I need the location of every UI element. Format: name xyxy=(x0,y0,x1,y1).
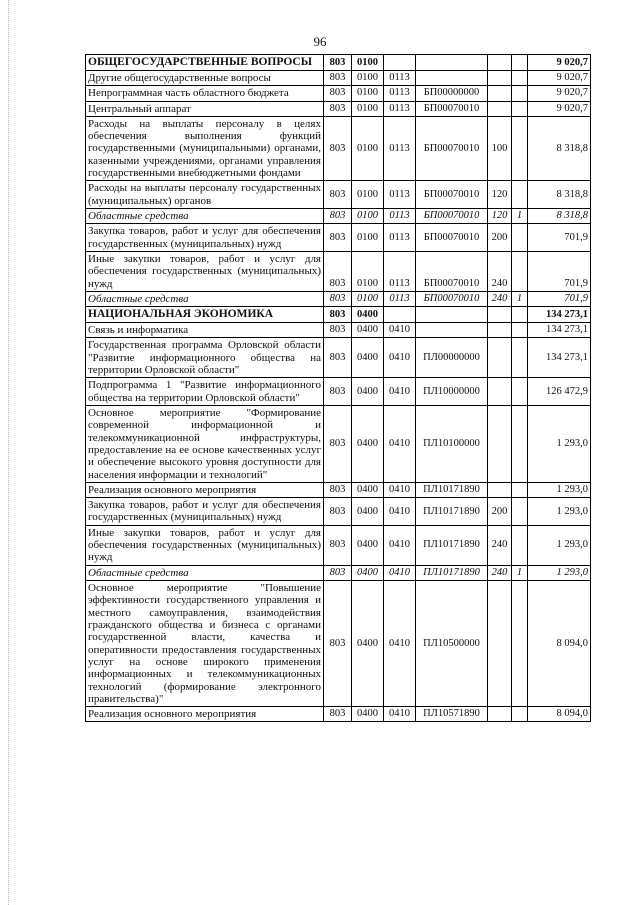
section-code-cell: 0400 xyxy=(352,525,384,565)
target-article-cell: БП00070010 xyxy=(416,209,488,224)
subsection-code-cell: 0410 xyxy=(384,707,416,722)
table-row xyxy=(86,86,591,101)
expense-type-cell xyxy=(488,55,512,71)
subsection-code-cell: 0410 xyxy=(384,581,416,707)
subsection-code-cell: 0113 xyxy=(384,86,416,101)
funding-source-cell xyxy=(512,101,528,116)
target-article-cell: ПЛ10100000 xyxy=(416,405,488,482)
row-name-cell: Реализация основного мероприятия xyxy=(86,707,324,722)
section-code-cell: 0400 xyxy=(352,482,384,497)
ved-code-cell: 803 xyxy=(324,70,352,85)
table-row xyxy=(86,338,591,378)
subsection-code-cell: 0113 xyxy=(384,251,416,291)
table-row xyxy=(86,482,591,497)
section-code-cell: 0100 xyxy=(352,224,384,252)
subsection-code-cell: 0410 xyxy=(384,338,416,378)
left-margin-line xyxy=(8,0,9,905)
amount-cell: 1 293,0 xyxy=(528,482,591,497)
table-row xyxy=(86,525,591,565)
ved-code-cell: 803 xyxy=(324,323,352,338)
row-name-cell: ОБЩЕГОСУДАРСТВЕННЫЕ ВОПРОСЫ xyxy=(86,55,324,71)
expense-type-cell xyxy=(488,101,512,116)
funding-source-cell xyxy=(512,86,528,101)
expense-type-cell: 100 xyxy=(488,116,512,181)
expense-type-cell: 240 xyxy=(488,525,512,565)
row-name-cell: Закупка товаров, работ и услуг для обеспечения государственных (муниципальных) нужд xyxy=(86,498,324,526)
section-code-cell: 0100 xyxy=(352,70,384,85)
row-name-cell: Основное мероприятие "Повышение эффективности государственного управления и местного самоуправления, взаимодействия гражданского общества и бизнеса с органами государственной власти, качества и оперативности предоставления государственных услуг на основе широкого применения информационных и телекоммуникационных технологий (формирование электронного правительства)" xyxy=(86,581,324,707)
expense-type-cell: 120 xyxy=(488,209,512,224)
subsection-code-cell: 0410 xyxy=(384,378,416,406)
amount-cell: 701,9 xyxy=(528,291,591,306)
subsection-code-cell: 0410 xyxy=(384,498,416,526)
amount-cell: 134 273,1 xyxy=(528,323,591,338)
amount-cell: 9 020,7 xyxy=(528,86,591,101)
amount-cell: 8 094,0 xyxy=(528,707,591,722)
ved-code-cell: 803 xyxy=(324,116,352,181)
expense-type-cell xyxy=(488,338,512,378)
ved-code-cell: 803 xyxy=(324,498,352,526)
row-name-cell: Иные закупки товаров, работ и услуг для обеспечения государственных (муниципальных) нужд xyxy=(86,251,324,291)
ved-code-cell: 803 xyxy=(324,482,352,497)
section-code-cell: 0100 xyxy=(352,101,384,116)
funding-source-cell xyxy=(512,181,528,209)
target-article-cell: БП00070010 xyxy=(416,101,488,116)
subsection-code-cell: 0113 xyxy=(384,116,416,181)
expense-type-cell: 240 xyxy=(488,291,512,306)
target-article-cell: ПЛ10171890 xyxy=(416,498,488,526)
funding-source-cell xyxy=(512,116,528,181)
expense-type-cell xyxy=(488,86,512,101)
row-name-cell: НАЦИОНАЛЬНАЯ ЭКОНОМИКА xyxy=(86,307,324,323)
ved-code-cell: 803 xyxy=(324,55,352,71)
funding-source-cell xyxy=(512,405,528,482)
table-row xyxy=(86,707,591,722)
table-row xyxy=(86,209,591,224)
ved-code-cell: 803 xyxy=(324,181,352,209)
funding-source-cell xyxy=(512,378,528,406)
target-article-cell xyxy=(416,70,488,85)
section-code-cell: 0400 xyxy=(352,378,384,406)
amount-cell: 701,9 xyxy=(528,224,591,252)
amount-cell: 1 293,0 xyxy=(528,498,591,526)
amount-cell: 1 293,0 xyxy=(528,405,591,482)
funding-source-cell xyxy=(512,482,528,497)
expense-type-cell: 120 xyxy=(488,181,512,209)
target-article-cell: ПЛ00000000 xyxy=(416,338,488,378)
subsection-code-cell: 0113 xyxy=(384,101,416,116)
table-row xyxy=(86,323,591,338)
target-article-cell: БП00070010 xyxy=(416,251,488,291)
expense-type-cell: 200 xyxy=(488,224,512,252)
row-name-cell: Другие общегосударственные вопросы xyxy=(86,70,324,85)
subsection-code-cell xyxy=(384,307,416,323)
expense-type-cell xyxy=(488,707,512,722)
target-article-cell: ПЛ10171890 xyxy=(416,565,488,580)
expense-type-cell xyxy=(488,581,512,707)
page-number: 96 xyxy=(313,34,327,49)
section-code-cell: 0100 xyxy=(352,86,384,101)
table-row xyxy=(86,251,591,291)
row-name-cell: Центральный аппарат xyxy=(86,101,324,116)
table-row xyxy=(86,565,591,580)
row-name-cell: Иные закупки товаров, работ и услуг для обеспечения государственных (муниципальных) нужд xyxy=(86,525,324,565)
target-article-cell xyxy=(416,55,488,71)
row-name-cell: Расходы на выплаты персоналу государственных (муниципальных) органов xyxy=(86,181,324,209)
table-row xyxy=(86,291,591,306)
amount-cell: 134 273,1 xyxy=(528,338,591,378)
section-code-cell: 0400 xyxy=(352,307,384,323)
subsection-code-cell: 0113 xyxy=(384,181,416,209)
funding-source-cell xyxy=(512,224,528,252)
section-code-cell: 0400 xyxy=(352,405,384,482)
table-row xyxy=(86,498,591,526)
section-code-cell: 0400 xyxy=(352,707,384,722)
ved-code-cell: 803 xyxy=(324,291,352,306)
section-code-cell: 0400 xyxy=(352,338,384,378)
funding-source-cell xyxy=(512,581,528,707)
row-name-cell: Расходы на выплаты персоналу в целях обеспечения выполнения функций государственными (муниципальными) органами, казенными учреждениями, органами управления государственными внебюджетными фондами xyxy=(86,116,324,181)
amount-cell: 9 020,7 xyxy=(528,70,591,85)
ved-code-cell: 803 xyxy=(324,378,352,406)
section-code-cell: 0400 xyxy=(352,581,384,707)
section-code-cell: 0100 xyxy=(352,116,384,181)
section-code-cell: 0100 xyxy=(352,209,384,224)
subsection-code-cell: 0410 xyxy=(384,565,416,580)
target-article-cell: ПЛ10171890 xyxy=(416,525,488,565)
row-name-cell: Областные средства xyxy=(86,565,324,580)
table-row xyxy=(86,116,591,181)
subsection-code-cell: 0113 xyxy=(384,209,416,224)
expense-type-cell: 200 xyxy=(488,498,512,526)
expense-type-cell xyxy=(488,70,512,85)
ved-code-cell: 803 xyxy=(324,707,352,722)
amount-cell: 126 472,9 xyxy=(528,378,591,406)
funding-source-cell: 1 xyxy=(512,209,528,224)
subsection-code-cell: 0410 xyxy=(384,323,416,338)
expense-type-cell xyxy=(488,378,512,406)
target-article-cell: БП00070010 xyxy=(416,116,488,181)
ved-code-cell: 803 xyxy=(324,565,352,580)
amount-cell: 8 318,8 xyxy=(528,181,591,209)
amount-cell: 8 094,0 xyxy=(528,581,591,707)
subsection-code-cell: 0410 xyxy=(384,525,416,565)
ved-code-cell: 803 xyxy=(324,405,352,482)
funding-source-cell xyxy=(512,323,528,338)
expense-type-cell xyxy=(488,482,512,497)
expense-type-cell xyxy=(488,323,512,338)
target-article-cell xyxy=(416,323,488,338)
row-name-cell: Областные средства xyxy=(86,291,324,306)
target-article-cell: ПЛ10171890 xyxy=(416,482,488,497)
row-name-cell: Закупка товаров, работ и услуг для обеспечения государственных (муниципальных) нужд xyxy=(86,224,324,252)
target-article-cell: БП00070010 xyxy=(416,291,488,306)
amount-cell: 1 293,0 xyxy=(528,525,591,565)
section-code-cell: 0100 xyxy=(352,55,384,71)
amount-cell: 9 020,7 xyxy=(528,55,591,71)
target-article-cell: ПЛ10500000 xyxy=(416,581,488,707)
amount-cell: 134 273,1 xyxy=(528,307,591,323)
ved-code-cell: 803 xyxy=(324,338,352,378)
target-article-cell: БП00000000 xyxy=(416,86,488,101)
target-article-cell: ПЛ10000000 xyxy=(416,378,488,406)
section-code-cell: 0100 xyxy=(352,251,384,291)
ved-code-cell: 803 xyxy=(324,251,352,291)
table-row xyxy=(86,378,591,406)
subsection-code-cell: 0113 xyxy=(384,224,416,252)
table-row xyxy=(86,181,591,209)
row-name-cell: Непрограммная часть областного бюджета xyxy=(86,86,324,101)
ved-code-cell: 803 xyxy=(324,224,352,252)
row-name-cell: Областные средства xyxy=(86,209,324,224)
amount-cell: 8 318,8 xyxy=(528,116,591,181)
ved-code-cell: 803 xyxy=(324,86,352,101)
expense-type-cell: 240 xyxy=(488,565,512,580)
subsection-code-cell: 0113 xyxy=(384,291,416,306)
ved-code-cell: 803 xyxy=(324,101,352,116)
subsection-code-cell: 0410 xyxy=(384,482,416,497)
row-name-cell: Государственная программа Орловской области "Развитие информационного общества на территории Орловской области" xyxy=(86,338,324,378)
funding-source-cell xyxy=(512,70,528,85)
amount-cell: 701,9 xyxy=(528,251,591,291)
ved-code-cell: 803 xyxy=(324,209,352,224)
section-code-cell: 0400 xyxy=(352,498,384,526)
target-article-cell: ПЛ10571890 xyxy=(416,707,488,722)
table-row xyxy=(86,581,591,707)
funding-source-cell: 1 xyxy=(512,291,528,306)
funding-source-cell xyxy=(512,338,528,378)
row-name-cell: Подпрограмма 1 "Развитие информационного общества на территории Орловской области" xyxy=(86,378,324,406)
ved-code-cell: 803 xyxy=(324,525,352,565)
funding-source-cell xyxy=(512,498,528,526)
table-row xyxy=(86,224,591,252)
budget-table xyxy=(85,54,591,722)
table-row xyxy=(86,101,591,116)
table-row xyxy=(86,405,591,482)
amount-cell: 8 318,8 xyxy=(528,209,591,224)
subsection-code-cell: 0113 xyxy=(384,70,416,85)
funding-source-cell xyxy=(512,55,528,71)
funding-source-cell xyxy=(512,525,528,565)
subsection-code-cell xyxy=(384,55,416,71)
section-code-cell: 0100 xyxy=(352,181,384,209)
section-code-cell: 0400 xyxy=(352,323,384,338)
table-row xyxy=(86,307,591,323)
funding-source-cell: 1 xyxy=(512,565,528,580)
section-code-cell: 0100 xyxy=(352,291,384,306)
funding-source-cell xyxy=(512,251,528,291)
table-row xyxy=(86,70,591,85)
table-row xyxy=(86,55,591,71)
row-name-cell: Реализация основного мероприятия xyxy=(86,482,324,497)
target-article-cell: БП00070010 xyxy=(416,224,488,252)
expense-type-cell: 240 xyxy=(488,251,512,291)
subsection-code-cell: 0410 xyxy=(384,405,416,482)
table-body xyxy=(86,55,591,722)
section-code-cell: 0400 xyxy=(352,565,384,580)
row-name-cell: Связь и информатика xyxy=(86,323,324,338)
ved-code-cell: 803 xyxy=(324,307,352,323)
target-article-cell xyxy=(416,307,488,323)
expense-type-cell xyxy=(488,307,512,323)
funding-source-cell xyxy=(512,707,528,722)
funding-source-cell xyxy=(512,307,528,323)
amount-cell: 1 293,0 xyxy=(528,565,591,580)
expense-type-cell xyxy=(488,405,512,482)
target-article-cell: БП00070010 xyxy=(416,181,488,209)
amount-cell: 9 020,7 xyxy=(528,101,591,116)
ved-code-cell: 803 xyxy=(324,581,352,707)
row-name-cell: Основное мероприятие "Формирование современной информационной и телекоммуникационной инфраструктуры, предоставление на ее основе качественных услуг и обеспечение высокого уровня доступности для населения информации и технологий" xyxy=(86,405,324,482)
